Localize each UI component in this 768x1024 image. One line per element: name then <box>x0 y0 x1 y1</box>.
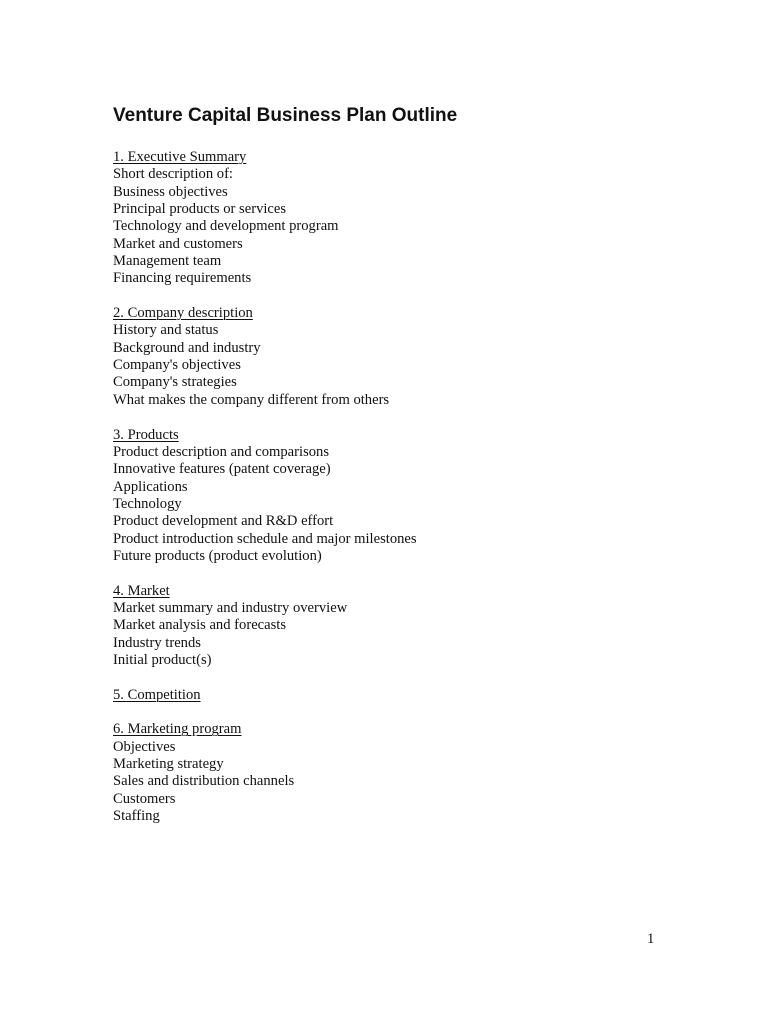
section-heading: 1. Executive Summary <box>113 149 247 165</box>
section-heading-row <box>113 721 713 738</box>
list-item: Staffing <box>113 808 160 825</box>
list-item: Business objectives <box>113 183 228 200</box>
list-item: Industry trends <box>113 634 201 651</box>
list-item: Company's objectives <box>113 357 241 374</box>
list-item: Management team <box>113 253 222 270</box>
list-item: Market summary and industry overview <box>113 599 348 616</box>
list-item: Sales and distribution channels <box>113 773 295 790</box>
list-item: History and status <box>113 322 219 339</box>
section-heading-row <box>113 687 713 704</box>
outline-section <box>113 427 713 566</box>
outline-section <box>113 721 713 825</box>
section-heading: 5. Competition <box>113 686 201 703</box>
section-heading-row <box>113 427 713 444</box>
list-item: Product development and R&D effort <box>113 513 334 530</box>
page-number: 1 <box>647 931 655 947</box>
list-item: Technology and development program <box>113 218 339 235</box>
list-item: Product description and comparisons <box>113 443 330 460</box>
list-item: Technology <box>113 495 182 512</box>
outline-section <box>113 149 713 288</box>
list-item: Customers <box>113 790 176 807</box>
outline-section <box>113 305 713 409</box>
list-item: Future products (product evolution) <box>113 547 322 564</box>
list-item: Product introduction schedule and major milestones <box>113 530 417 547</box>
list-item: Company's strategies <box>113 374 237 391</box>
section-heading: 2. Company description <box>113 305 253 322</box>
section-heading-row <box>113 149 713 166</box>
section-heading-row <box>113 583 713 600</box>
list-item: What makes the company different from others <box>113 391 390 408</box>
list-item: Principal products or services <box>113 201 287 218</box>
section-item-list <box>113 739 713 826</box>
outline-section <box>113 687 713 704</box>
list-item: Applications <box>113 478 188 495</box>
section-heading: 6. Marketing program <box>113 721 242 738</box>
list-item: Market and customers <box>113 235 243 252</box>
section-heading: 3. Products <box>113 426 179 443</box>
section-item-list <box>113 444 713 565</box>
section-item-list <box>113 166 713 287</box>
section-heading-row <box>113 305 713 322</box>
outline-section <box>113 583 713 670</box>
list-item: Objectives <box>113 738 176 755</box>
list-item: Initial product(s) <box>113 651 212 668</box>
list-item: Financing requirements <box>113 270 252 287</box>
outline-sections <box>113 149 713 843</box>
list-item: Innovative features (patent coverage) <box>113 461 331 478</box>
section-item-list <box>113 322 713 409</box>
section-heading: 4. Market <box>113 582 170 599</box>
list-item: Short description of: <box>113 166 233 183</box>
list-item: Background and industry <box>113 339 261 356</box>
section-item-list <box>113 600 713 669</box>
document-title: Venture Capital Business Plan Outline <box>113 105 458 126</box>
list-item: Marketing strategy <box>113 756 224 773</box>
list-item: Market analysis and forecasts <box>113 617 287 634</box>
